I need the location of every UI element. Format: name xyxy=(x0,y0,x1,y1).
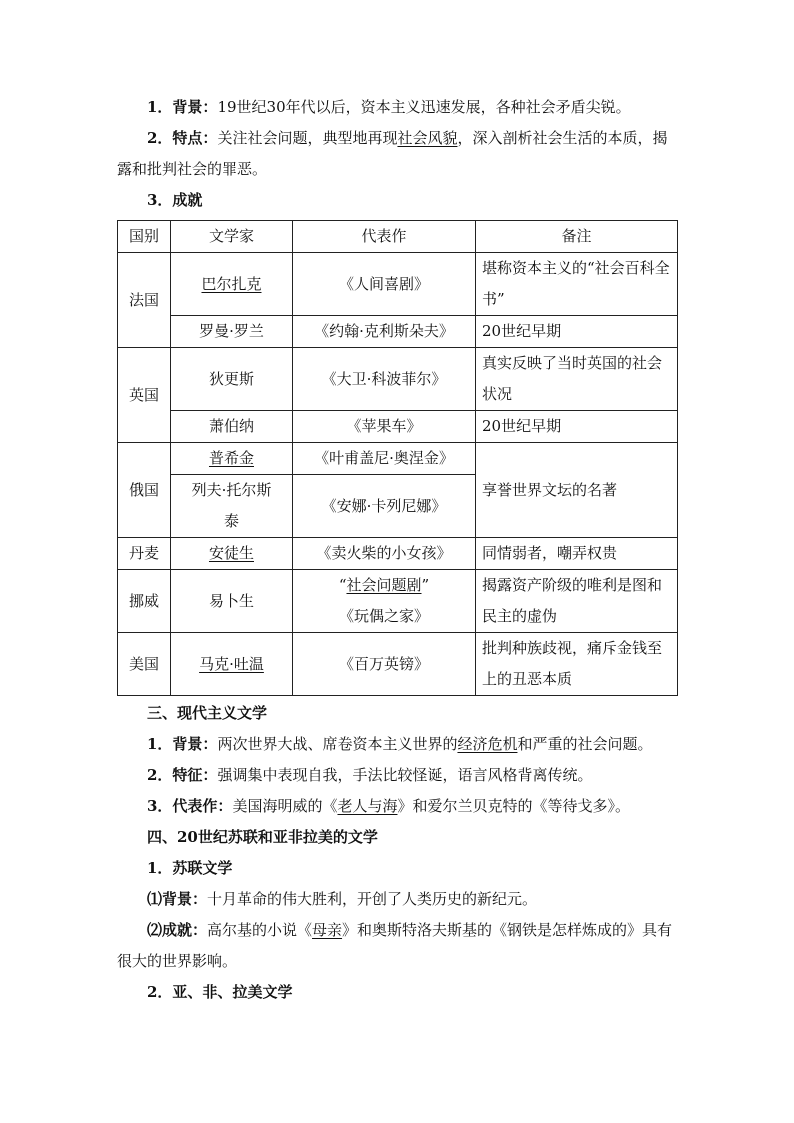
note-cell: 享誉世界文坛的名著 xyxy=(476,443,678,538)
economic-crisis-underlined: 经济危机 xyxy=(457,735,518,753)
note-cell: 同情弱者，嘲弄权贵 xyxy=(476,538,678,570)
modernism-works-label: 3．代表作： xyxy=(147,797,233,815)
header-writer: 文学家 xyxy=(171,221,293,253)
table-row xyxy=(118,316,678,348)
note-cell: 20世纪早期 xyxy=(476,411,678,443)
modernism-works-post: 》和爱尔兰贝克特的《等待戈多》。 xyxy=(397,797,630,815)
soviet-literature-subheading: 1．苏联文学 xyxy=(147,859,233,877)
writer-cell: 易卜生 xyxy=(171,570,293,633)
soviet-achievements-label: ⑵成就： xyxy=(147,921,208,939)
achievements-heading: 3．成就 xyxy=(147,191,203,209)
work-cell: 《百万英镑》 xyxy=(293,633,476,696)
modernism-background-post: 和严重的社会问题。 xyxy=(517,735,653,753)
table-row xyxy=(118,411,678,443)
asia-africa-latam-subheading: 2．亚、非、拉美文学 xyxy=(147,983,293,1001)
dolls-house: 《玩偶之家》 xyxy=(338,607,429,625)
soviet-achievements-pre: 高尔基的小说《 xyxy=(207,921,313,939)
writer-cell: 安徒生 xyxy=(208,544,254,562)
table-row xyxy=(118,443,678,475)
writer-cell: 列夫·托尔斯泰 xyxy=(171,475,293,538)
features-paragraph xyxy=(117,123,677,185)
work-cell xyxy=(293,570,476,633)
writer-cell: 萧伯纳 xyxy=(171,411,293,443)
table-row xyxy=(118,538,678,570)
writer-cell: 普希金 xyxy=(208,449,254,467)
writer-cell: 巴尔扎克 xyxy=(201,274,262,293)
header-country: 国别 xyxy=(118,221,171,253)
note-cell: 批判种族歧视，痛斥金钱至上的丑恶本质 xyxy=(476,633,678,696)
modernism-background-label: 1．背景： xyxy=(147,735,218,753)
writer-cell: 马克·吐温 xyxy=(199,654,264,673)
social-style-underlined: 社会风貌 xyxy=(397,129,458,147)
note-cell: 堪称资本主义的“社会百科全书” xyxy=(476,253,678,316)
soviet-achievements xyxy=(117,915,677,977)
country-cell: 英国 xyxy=(118,348,171,443)
table-row xyxy=(118,348,678,411)
features-text-pre: 关注社会问题，典型地再现 xyxy=(217,129,398,147)
soviet-background xyxy=(117,884,677,915)
soviet-afro-asian-heading: 四、20世纪苏联和亚非拉美的文学 xyxy=(147,828,378,846)
country-cell: 法国 xyxy=(118,253,171,348)
note-cell: 20世纪早期 xyxy=(476,316,678,348)
old-man-and-sea-underlined: 老人与海 xyxy=(337,797,398,815)
table-row xyxy=(118,253,678,316)
table-row xyxy=(118,633,678,696)
work-cell: 《人间喜剧》 xyxy=(293,253,476,316)
writer-cell: 罗曼·罗兰 xyxy=(171,316,293,348)
modernism-background-pre: 两次世界大战、席卷资本主义世界的 xyxy=(217,735,458,753)
background-paragraph xyxy=(117,92,677,123)
work-cell: 《叶甫盖尼·奥涅金》 xyxy=(293,443,476,475)
writer-cell: 狄更斯 xyxy=(171,348,293,411)
background-label: 1．背景： xyxy=(147,98,218,116)
literature-table xyxy=(117,220,678,696)
note-cell: 真实反映了当时英国的社会状况 xyxy=(476,348,678,411)
country-cell: 挪威 xyxy=(118,570,171,633)
quote-open: “ xyxy=(338,576,347,594)
background-text: 19世纪30年代以后，资本主义迅速发展，各种社会矛盾尖锐。 xyxy=(217,98,631,116)
social-problem-drama: 社会问题剧 xyxy=(346,576,422,594)
header-work: 代表作 xyxy=(293,221,476,253)
soviet-background-label: ⑴背景： xyxy=(147,890,208,908)
header-note: 备注 xyxy=(476,221,678,253)
document-page xyxy=(117,92,677,1008)
table-header-row xyxy=(118,221,678,253)
modernism-features xyxy=(117,760,677,791)
modernism-background xyxy=(117,729,677,760)
work-cell: 《卖火柴的小女孩》 xyxy=(293,538,476,570)
country-cell: 美国 xyxy=(118,633,171,696)
table-row xyxy=(118,570,678,633)
modernism-features-label: 2．特征： xyxy=(147,766,218,784)
modernism-works-pre: 美国海明威的《 xyxy=(232,797,338,815)
soviet-achievements-post: 》和奥斯特洛夫斯基的《钢铁是怎样炼成的》具有很大的世界影响。 xyxy=(117,921,673,970)
modernism-heading: 三、现代主义文学 xyxy=(147,704,268,722)
work-cell: 《安娜·卡列尼娜》 xyxy=(293,475,476,538)
features-text-post: ，深入剖析社会生活的本质，揭露和批判社会的罪恶。 xyxy=(117,129,668,178)
work-cell: 《苹果车》 xyxy=(293,411,476,443)
note-cell: 揭露资产阶级的唯利是图和民主的虚伪 xyxy=(476,570,678,633)
modernism-works xyxy=(117,791,677,822)
country-cell: 俄国 xyxy=(118,443,171,538)
work-cell: 《大卫·科波菲尔》 xyxy=(293,348,476,411)
features-label: 2．特点： xyxy=(147,129,218,147)
work-cell: 《约翰·克利斯朵夫》 xyxy=(293,316,476,348)
soviet-background-text: 十月革命的伟大胜利，开创了人类历史的新纪元。 xyxy=(207,890,538,908)
country-cell: 丹麦 xyxy=(118,538,171,570)
quote-close: ” xyxy=(421,576,430,594)
modernism-features-text: 强调集中表现自我，手法比较怪诞，语言风格背离传统。 xyxy=(217,766,593,784)
mother-underlined: 母亲 xyxy=(312,921,343,939)
